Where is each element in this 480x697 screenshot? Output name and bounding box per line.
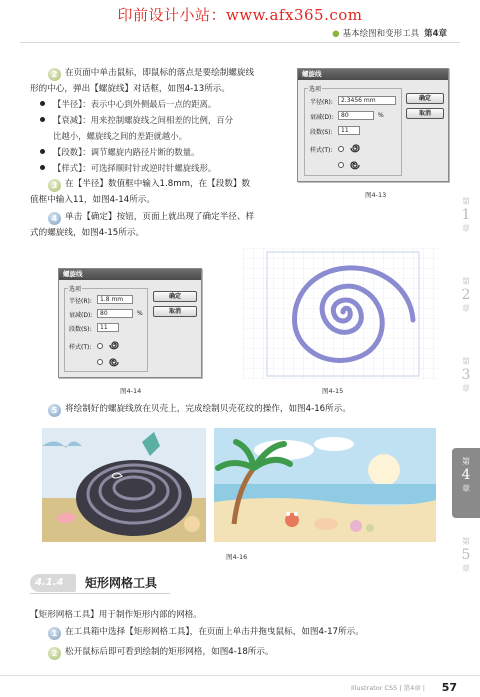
- chapter-tab-number: 2: [461, 287, 471, 303]
- bullet-radius: [40, 97, 216, 112]
- running-head-section: 基本绘图和变形工具: [342, 29, 420, 39]
- radius-label: 半径(R):: [69, 298, 92, 305]
- caption-fig15: 图4-15: [322, 387, 344, 395]
- spiral-cw-icon: [106, 354, 122, 370]
- bullet-text: 【样式】：可选择顺时针或逆时针螺旋线形。: [53, 163, 217, 173]
- percent-unit: %: [137, 310, 143, 317]
- spiral-dialog-fig14: [58, 268, 202, 378]
- decay-label: 衰减(D):: [310, 114, 334, 121]
- chapter-tab-1[interactable]: [452, 196, 480, 280]
- chapter-tab-4-active[interactable]: [452, 448, 480, 518]
- ok-button[interactable]: 确定: [153, 291, 197, 302]
- chapter-tab-suffix: 章: [462, 484, 470, 493]
- chapter-tab-suffix: 章: [462, 304, 470, 313]
- mesh-intro: 【矩形网格工具】用于制作矩形内部的网格。: [30, 610, 202, 620]
- chapter-tab-number: 5: [461, 547, 471, 563]
- segments-label: 段数(S):: [310, 129, 333, 136]
- bullet-segments: [40, 145, 200, 160]
- bullet-text: 【段数】：调节螺旋内路径片断的数量。: [53, 147, 200, 157]
- beach-scene-illustration: [214, 428, 436, 542]
- chapter-tab-prefix: 第: [462, 197, 470, 206]
- percent-unit: %: [378, 112, 384, 119]
- chapter-tab-prefix: 第: [462, 277, 470, 286]
- ok-button[interactable]: 确定: [406, 93, 444, 104]
- chapter-tab-number: 4: [461, 467, 471, 483]
- page-number: 57: [441, 681, 457, 694]
- step-2-cont: 形的中心，弹出【螺旋线】对话框，如图4-13所示。: [30, 84, 230, 94]
- watermark-text: 印前设计小站：www.afx365.com: [117, 6, 363, 24]
- step-5: [48, 402, 458, 417]
- step-4-cont: 式的螺旋线，如图4-15所示。: [30, 228, 145, 238]
- page-footer: [0, 675, 480, 697]
- step-number-badge: 3: [48, 179, 61, 192]
- chapter-tab-prefix: 第: [462, 537, 470, 546]
- footer-chapter: 第4章: [403, 684, 421, 692]
- bullet-dot-icon: [40, 101, 45, 106]
- segments-stepper[interactable]: 11: [97, 323, 119, 332]
- caption-fig13: 图4-13: [365, 191, 387, 199]
- radius-input[interactable]: 2.3456 mm: [338, 96, 396, 105]
- chapter-tab-number: 1: [461, 207, 471, 223]
- footer-meta: Illustrator CS5 | 第4章 |: [350, 684, 425, 692]
- mesh-step-2-line: 松开鼠标后即可看到绘制的矩形网格，如图4-18所示。: [65, 647, 274, 657]
- options-group-label: 选项: [69, 286, 82, 293]
- style-radio-ccw[interactable]: [97, 343, 103, 349]
- mesh-step-1-line: 在工具箱中选择【矩形网格工具】，在页面上单击并拖曳鼠标，如图4-17所示。: [65, 627, 364, 637]
- cancel-button[interactable]: 取消: [153, 306, 197, 317]
- footer-product: Illustrator CS5: [350, 684, 398, 692]
- dialog-title: 螺旋线: [59, 269, 201, 280]
- running-head: [332, 27, 447, 39]
- radius-input[interactable]: 1.8 mm: [97, 295, 133, 304]
- section-number: 4.1.4: [30, 574, 76, 592]
- bullet-decay-cont: 比越小，螺旋线之间的差距就越小。: [53, 131, 187, 141]
- step-2: [48, 66, 298, 81]
- chapter-tab-prefix: 第: [462, 357, 470, 366]
- step-number-badge: 5: [48, 404, 61, 417]
- style-label: 样式(T):: [69, 344, 92, 351]
- step-number-badge: 2: [48, 68, 61, 81]
- step-number-badge: 2: [48, 647, 61, 660]
- chapter-tab-suffix: 章: [462, 564, 470, 573]
- mesh-step-2: [48, 645, 458, 660]
- style-radio-ccw[interactable]: [338, 146, 344, 152]
- spiral-artwork-fig15: [243, 248, 439, 380]
- step-2-line1: 在页面中单击鼠标，即鼠标的落点是要绘制螺旋线: [65, 68, 255, 78]
- running-head-chapter: 第4章: [424, 29, 447, 39]
- step-3-cont: 值框中输入11，如图4-14所示。: [30, 195, 155, 205]
- chapter-tab-suffix: 章: [462, 224, 470, 233]
- step-4-line1: 单击【确定】按钮，页面上就出现了确定半径、样: [65, 212, 255, 222]
- step-number-badge: 1: [48, 627, 61, 640]
- step-5-line: 将绘制好的螺旋线放在贝壳上，完成绘制贝壳花纹的操作，如图4-16所示。: [65, 404, 351, 414]
- chapter-tab-3[interactable]: [452, 356, 480, 440]
- chapter-tab-prefix: 第: [462, 457, 470, 466]
- bullet-text: 【衰减】：用来控制螺旋线之间相差的比例，百分: [53, 115, 234, 125]
- cancel-button[interactable]: 取消: [406, 108, 444, 119]
- section-title: 矩形网格工具: [85, 576, 158, 590]
- mesh-step-1: [48, 625, 458, 640]
- spiral-dialog-fig13: [297, 68, 449, 182]
- chapter-tab-suffix: 章: [462, 384, 470, 393]
- spiral-ccw-icon: [347, 140, 363, 156]
- bullet-icon: ●: [332, 29, 340, 39]
- step-4: [48, 210, 298, 225]
- bullet-style: [40, 161, 216, 176]
- step-number-badge: 4: [48, 212, 61, 225]
- shell-illustration: [42, 428, 206, 542]
- style-radio-cw[interactable]: [97, 359, 103, 365]
- bullet-dot-icon: [40, 117, 45, 122]
- segments-stepper[interactable]: 11: [338, 126, 360, 135]
- bullet-text: 【半径】：表示中心到外侧最后一点的距离。: [53, 99, 217, 109]
- options-group-label: 选项: [309, 86, 322, 93]
- chapter-tab-2[interactable]: [452, 276, 480, 360]
- bullet-dot-icon: [40, 165, 45, 170]
- bullet-decay: [40, 113, 233, 128]
- dialog-title: 螺旋线: [298, 69, 448, 80]
- decay-label: 衰减(D):: [69, 312, 93, 319]
- chapter-tab-number: 3: [461, 367, 471, 383]
- section-rule: [30, 593, 170, 594]
- style-label: 样式(T):: [310, 147, 333, 154]
- spiral-ccw-icon: [106, 337, 122, 353]
- segments-label: 段数(S):: [69, 326, 92, 333]
- radius-label: 半径(R):: [310, 99, 333, 106]
- caption-fig14: 图4-14: [120, 387, 142, 395]
- spiral-cw-icon: [347, 157, 363, 173]
- step-3-line1: 在【半径】数值框中输入1.8mm，在【段数】数: [65, 179, 251, 189]
- caption-fig16: 图4-16: [226, 553, 248, 561]
- decay-input[interactable]: 80: [338, 111, 374, 120]
- chapter-tab-5[interactable]: [452, 536, 480, 620]
- style-radio-cw[interactable]: [338, 162, 344, 168]
- bullet-dot-icon: [40, 149, 45, 154]
- header-rule: [20, 42, 460, 43]
- step-3: [48, 177, 298, 192]
- decay-input[interactable]: 80: [97, 309, 133, 318]
